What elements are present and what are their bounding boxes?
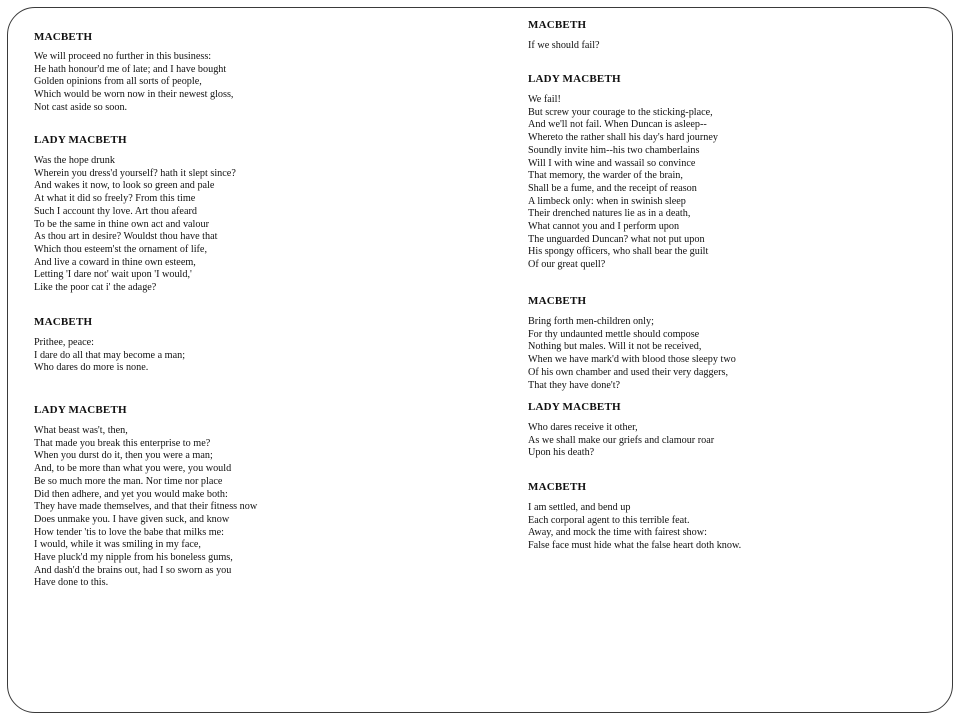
speech-line: For thy undaunted mettle should compose	[528, 328, 700, 340]
speech-line: Does unmake you. I have given suck, and know	[34, 513, 230, 525]
speech-line: What cannot you and I perform upon	[528, 221, 680, 233]
speech-line: His spongy officers, who shall bear the guilt	[528, 246, 709, 258]
speech-line: Of our great quell?	[528, 259, 606, 271]
speech-line: How tender 'tis to love the babe that milks me:	[34, 526, 224, 538]
speech-line: Was the hope drunk	[34, 155, 115, 166]
speech-line: Golden opinions from all sorts of people,	[34, 76, 202, 88]
speech-line: And wakes it now, to look so green and pale	[34, 180, 215, 192]
speech-line: Prithee, peace:	[34, 337, 94, 348]
speech-line: If we should fail?	[528, 40, 600, 51]
speech-line: A limbeck only: when in swinish sleep	[528, 195, 686, 207]
speech-line: And, to be more than what you were, you would	[34, 463, 232, 475]
speech-line: That they have done't?	[528, 379, 621, 391]
speech-text	[528, 502, 948, 553]
speaker-name: LADY MACBETH	[34, 134, 127, 146]
speech-line: Whereto the rather shall his day's hard journey	[528, 132, 718, 144]
speech-line: I would, while it was smiling in my face,	[34, 539, 201, 551]
speech-line: Have pluck'd my nipple from his boneless gums,	[34, 552, 233, 564]
speech-line: The unguarded Duncan? what not put upon	[528, 233, 705, 245]
speech-line: Bring forth men-children only;	[528, 316, 654, 327]
speech-text	[34, 51, 474, 115]
speech-line: Shall be a fume, and the receipt of reason	[528, 182, 697, 194]
speech-line: They have made themselves, and that their fitness now	[34, 501, 258, 513]
speaker-name: MACBETH	[528, 19, 587, 31]
speech-block	[528, 401, 948, 460]
speech-text	[34, 155, 474, 295]
speech-line: Like the poor cat i' the adage?	[34, 282, 157, 294]
speech-line: And dash'd the brains out, had I so sworn as you	[34, 564, 232, 576]
speech-line: We will proceed no further in this business:	[34, 51, 212, 62]
speech-line: But screw your courage to the sticking-place,	[528, 106, 713, 118]
speech-line: And we'll not fail. When Duncan is asleep--	[528, 119, 707, 131]
speech-line: That made you break this enterprise to me?	[34, 437, 211, 449]
speaker-name: LADY MACBETH	[528, 73, 621, 85]
speech-text	[528, 40, 948, 53]
speech-line: Upon his death?	[528, 447, 595, 459]
speech-line: Away, and mock the time with fairest show:	[528, 527, 707, 539]
speech-line: Nothing but males. Will it not be received,	[528, 341, 702, 353]
speech-line: Who dares do more is none.	[34, 362, 149, 374]
speech-line: At what it did so freely? From this time	[34, 193, 196, 205]
speech-line: Of his own chamber and used their very daggers,	[528, 366, 729, 378]
speech-text	[528, 94, 948, 272]
speech-block	[34, 316, 474, 375]
speech-line: Their drenched natures lie as in a death,	[528, 208, 691, 220]
speech-line: And live a coward in thine own esteem,	[34, 256, 196, 268]
speech-line: Soundly invite him--his two chamberlains	[528, 144, 700, 156]
speech-line: We fail!	[528, 94, 561, 105]
speech-line: Wherein you dress'd yourself? hath it slept since?	[34, 167, 236, 179]
speech-line: To be the same in thine own act and valour	[34, 218, 209, 230]
speech-line: I dare do all that may become a man;	[34, 349, 186, 361]
speech-block	[528, 73, 948, 272]
speech-text	[528, 422, 948, 460]
speaker-name: MACBETH	[528, 295, 587, 307]
speaker-name: MACBETH	[34, 31, 93, 43]
speech-line: That memory, the warder of the brain,	[528, 170, 683, 182]
speech-block	[528, 295, 948, 392]
speech-line: Each corporal agent to this terrible feat.	[528, 514, 690, 526]
speech-line: Who dares receive it other,	[528, 422, 638, 433]
speech-line: What beast was't, then,	[34, 425, 128, 436]
speech-line: Will I with wine and wassail so convince	[528, 157, 696, 169]
speech-line: Did then adhere, and yet you would make both:	[34, 488, 228, 500]
speech-block	[34, 31, 474, 115]
speech-line: When we have mark'd with blood those sleepy two	[528, 354, 736, 366]
speech-block	[528, 481, 948, 553]
speaker-name: MACBETH	[528, 481, 587, 493]
speech-line: Be so much more the man. Nor time nor place	[34, 475, 223, 487]
speech-line: Such I account thy love. Art thou afeard	[34, 205, 197, 217]
speaker-name: LADY MACBETH	[34, 404, 127, 416]
speech-line: As thou art in desire? Wouldst thou have that	[34, 231, 218, 243]
speech-text	[528, 316, 948, 392]
speaker-name: MACBETH	[34, 316, 93, 328]
speech-line: Letting 'I dare not' wait upon 'I would,'	[34, 269, 192, 281]
speech-line: I am settled, and bend up	[528, 502, 631, 513]
speech-line: Which would be worn now in their newest gloss,	[34, 89, 234, 101]
speech-line: As we shall make our griefs and clamour roar	[528, 434, 715, 446]
speech-block	[34, 404, 474, 590]
speech-line: He hath honour'd me of late; and I have bought	[34, 63, 227, 75]
speech-line: When you durst do it, then you were a man;	[34, 450, 213, 462]
speech-block	[34, 134, 474, 295]
speech-line: False face must hide what the false heart doth know.	[528, 540, 742, 552]
speech-line: Not cast aside so soon.	[34, 101, 128, 113]
speech-text	[34, 337, 474, 375]
speaker-name: LADY MACBETH	[528, 401, 621, 413]
speech-line: Which thou esteem'st the ornament of life,	[34, 243, 207, 255]
speech-line: Have done to this.	[34, 577, 109, 589]
speech-text	[34, 425, 474, 590]
speech-block	[528, 19, 948, 53]
